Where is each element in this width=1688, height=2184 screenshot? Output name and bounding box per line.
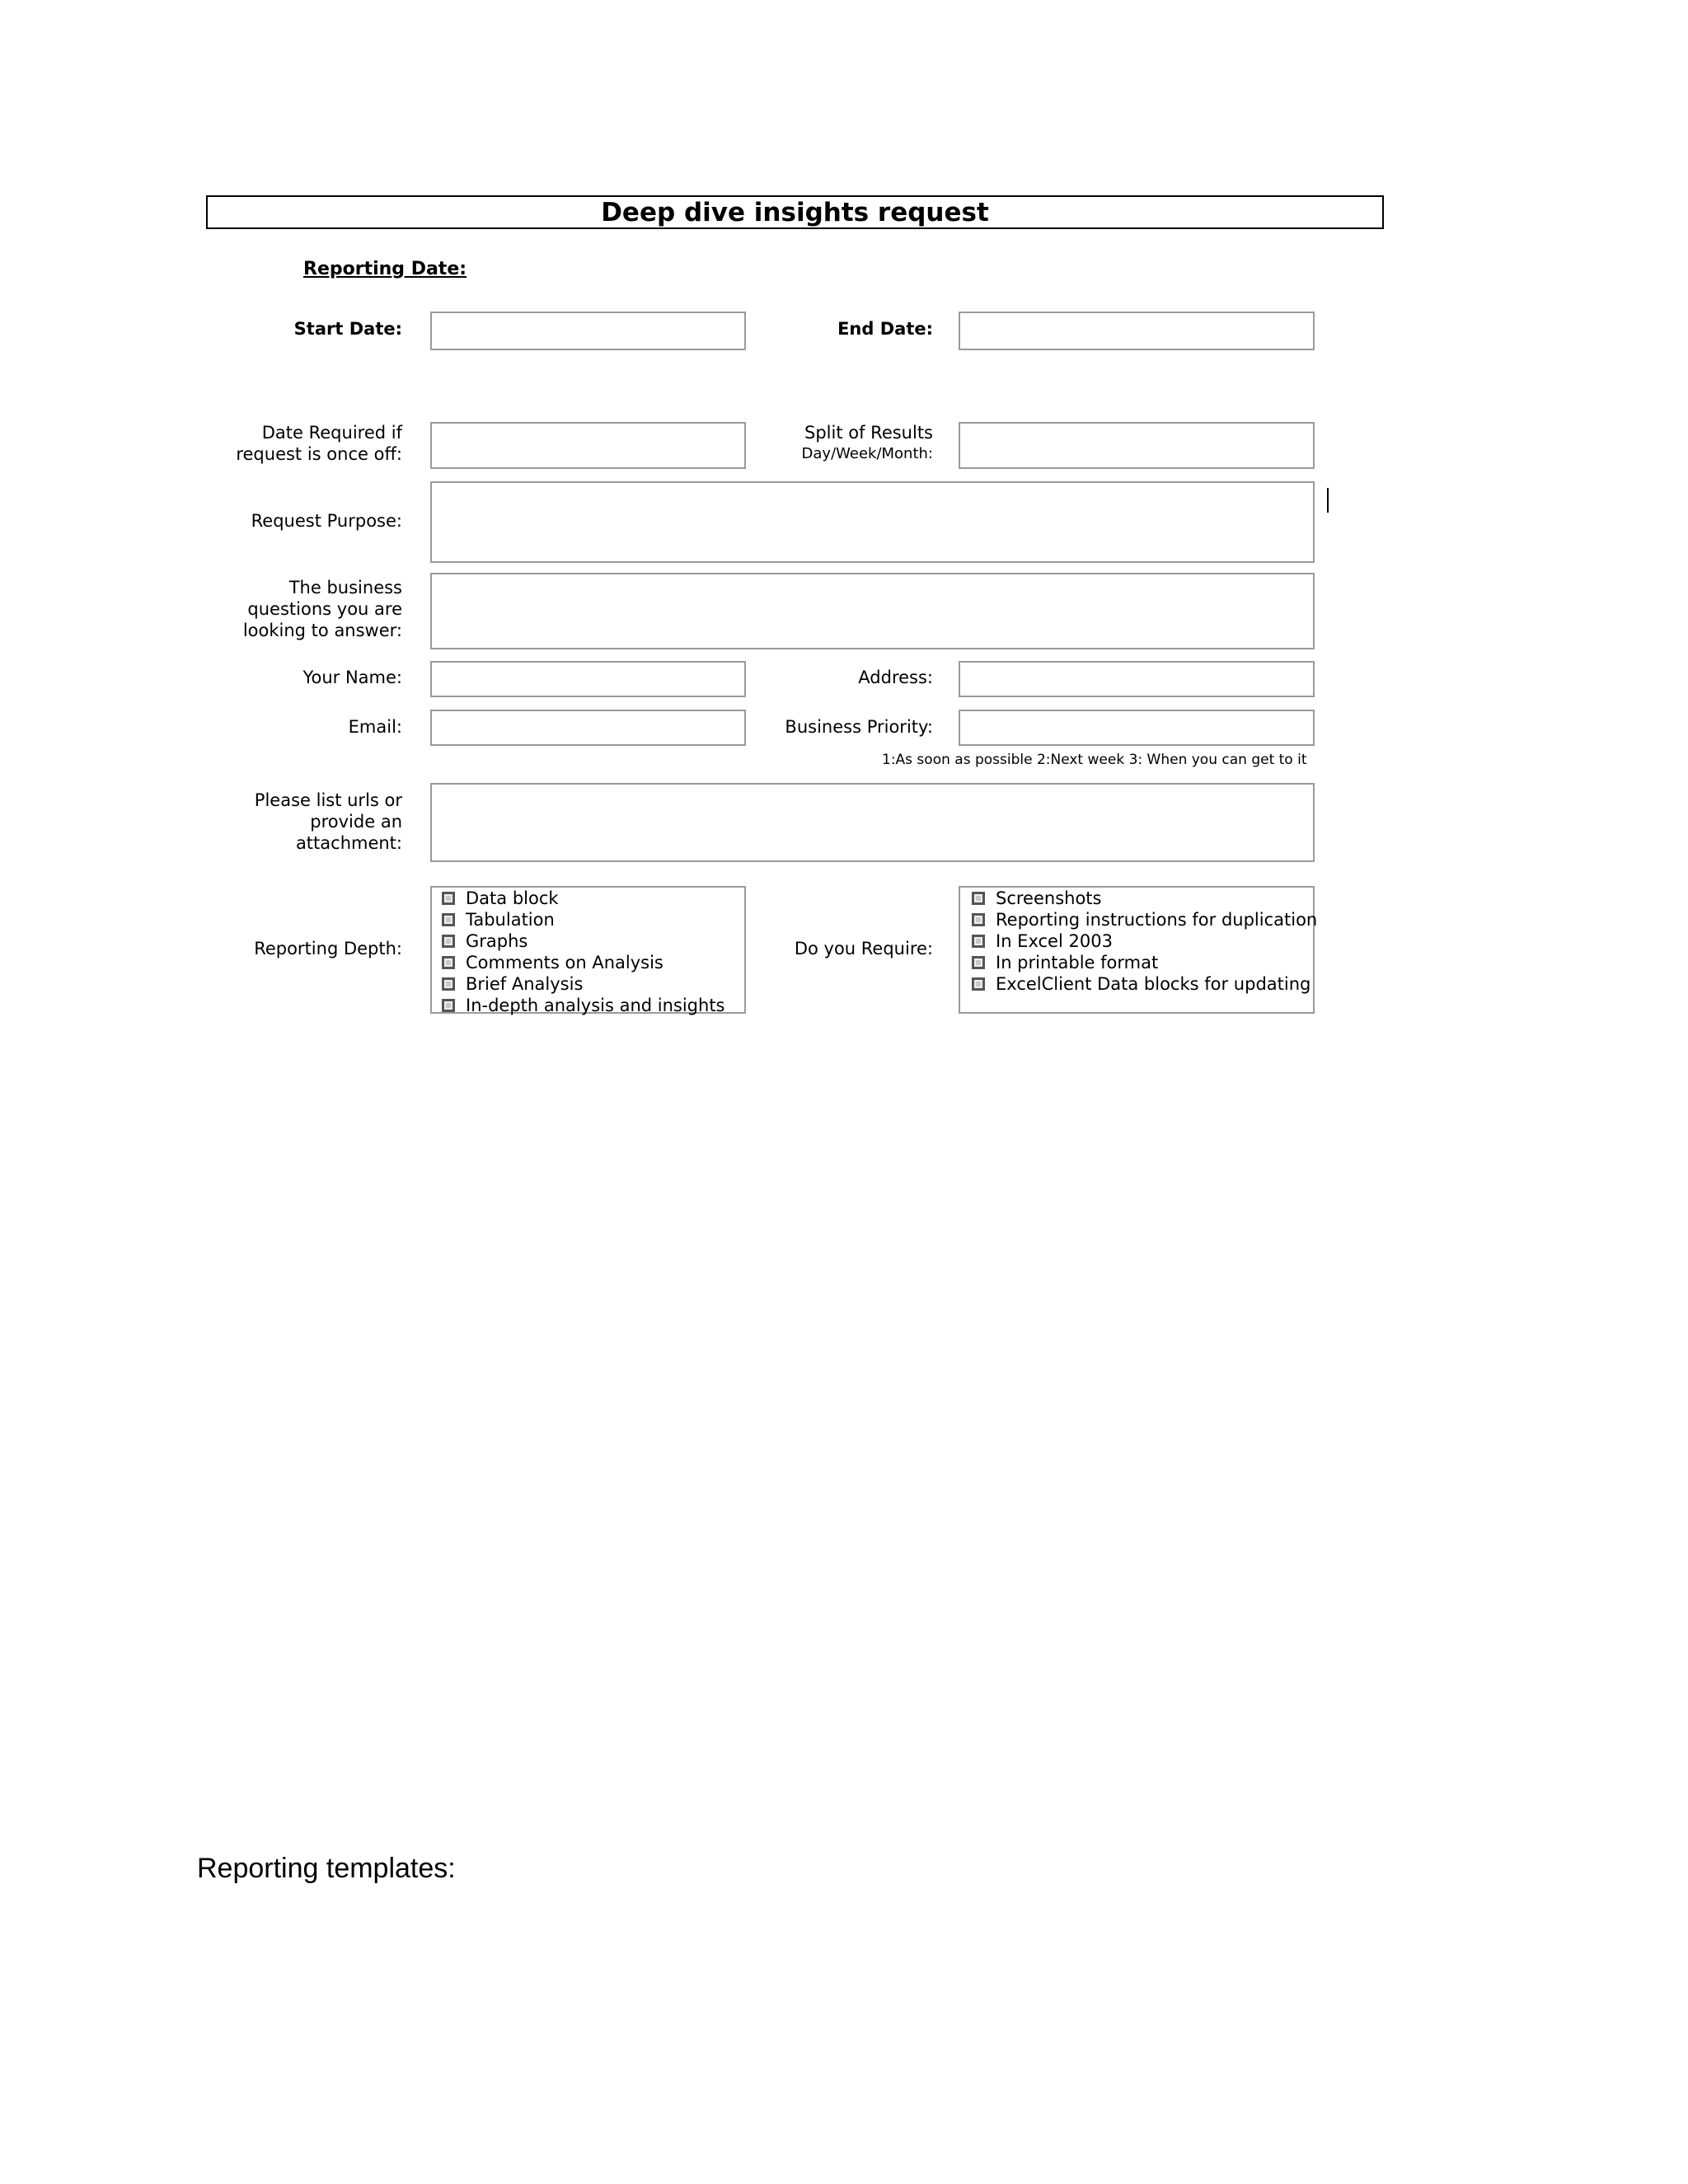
option-label: Reporting instructions for duplication [996, 910, 1318, 930]
checkbox-icon[interactable] [972, 956, 985, 969]
urls-label-line2: provide an [310, 812, 402, 832]
option-label: In Excel 2003 [996, 931, 1113, 951]
checkbox-icon[interactable] [442, 892, 455, 905]
checkbox-icon[interactable] [972, 892, 985, 905]
reporting-depth-label: Reporting Depth: [254, 939, 402, 958]
business-questions-label-line2: questions you are [247, 599, 402, 619]
date-required-label-line2: request is once off: [236, 444, 402, 464]
checkbox-icon[interactable] [972, 913, 985, 926]
require-option[interactable] [972, 888, 1313, 909]
checkbox-icon[interactable] [442, 977, 455, 991]
urls-label-line3: attachment: [295, 833, 402, 853]
option-label: ExcelClient Data blocks for updating [996, 974, 1311, 994]
business-questions-label [243, 577, 402, 641]
option-label: Comments on Analysis [466, 953, 663, 972]
require-option[interactable] [972, 909, 1318, 930]
reporting-depth-checkbox-group [430, 886, 746, 1014]
checkbox-icon[interactable] [442, 956, 455, 969]
business-questions-label-line1: The business [288, 578, 402, 598]
split-results-label [802, 422, 933, 465]
business-priority-field[interactable] [959, 710, 1315, 746]
do-you-require-checkbox-group [959, 886, 1318, 1014]
reporting-depth-option[interactable] [442, 930, 744, 952]
request-purpose-label: Request Purpose: [251, 511, 402, 531]
require-option[interactable] [972, 973, 1313, 995]
email-label: Email: [348, 717, 402, 737]
business-priority-label: Business Priority: [785, 717, 933, 737]
checkbox-icon[interactable] [442, 935, 455, 948]
option-label: In-depth analysis and insights [466, 996, 725, 1015]
date-required-field[interactable] [430, 422, 746, 469]
option-label: In printable format [996, 953, 1159, 972]
start-date-field[interactable] [430, 312, 746, 350]
do-you-require-label: Do you Require: [794, 939, 933, 958]
email-field[interactable] [430, 710, 746, 746]
end-date-field[interactable] [959, 312, 1315, 350]
reporting-depth-option[interactable] [442, 952, 744, 973]
reporting-depth-option[interactable] [442, 995, 744, 1016]
checkbox-icon[interactable] [972, 935, 985, 948]
address-field[interactable] [959, 661, 1315, 697]
address-label: Address: [858, 668, 933, 687]
reporting-templates-heading: Reporting templates: [197, 1853, 456, 1884]
form-title: Deep dive insights request [206, 195, 1384, 229]
date-required-label-line1: Date Required if [261, 423, 402, 443]
urls-field[interactable] [430, 783, 1315, 862]
urls-label-line1: Please list urls or [254, 790, 402, 810]
split-results-field[interactable] [959, 422, 1315, 469]
require-option[interactable] [972, 952, 1313, 973]
start-date-label: Start Date: [293, 319, 402, 339]
priority-note: 1:As soon as possible 2:Next week 3: When you can get to it [882, 752, 1307, 768]
option-label: Brief Analysis [466, 974, 584, 994]
business-questions-field[interactable] [430, 573, 1315, 649]
reporting-date-section-label: Reporting Date: [303, 259, 467, 279]
date-required-label [236, 422, 402, 465]
your-name-field[interactable] [430, 661, 746, 697]
option-label: Data block [466, 888, 559, 908]
checkbox-icon[interactable] [442, 913, 455, 926]
text-cursor [1327, 488, 1329, 513]
reporting-depth-option[interactable] [442, 909, 744, 930]
checkbox-icon[interactable] [442, 999, 455, 1012]
option-label: Graphs [466, 931, 528, 951]
option-label: Screenshots [996, 888, 1102, 908]
require-option[interactable] [972, 930, 1313, 952]
split-results-label-line2: Day/Week/Month: [801, 445, 933, 462]
request-purpose-field[interactable] [430, 481, 1315, 563]
reporting-depth-option[interactable] [442, 888, 744, 909]
reporting-depth-option[interactable] [442, 973, 744, 995]
business-questions-label-line3: looking to answer: [242, 621, 402, 640]
checkbox-icon[interactable] [972, 977, 985, 991]
your-name-label: Your Name: [302, 668, 402, 687]
option-label: Tabulation [466, 910, 555, 930]
urls-label [255, 790, 402, 854]
split-results-label-line1: Split of Results [804, 423, 933, 443]
end-date-label: End Date: [837, 319, 933, 339]
